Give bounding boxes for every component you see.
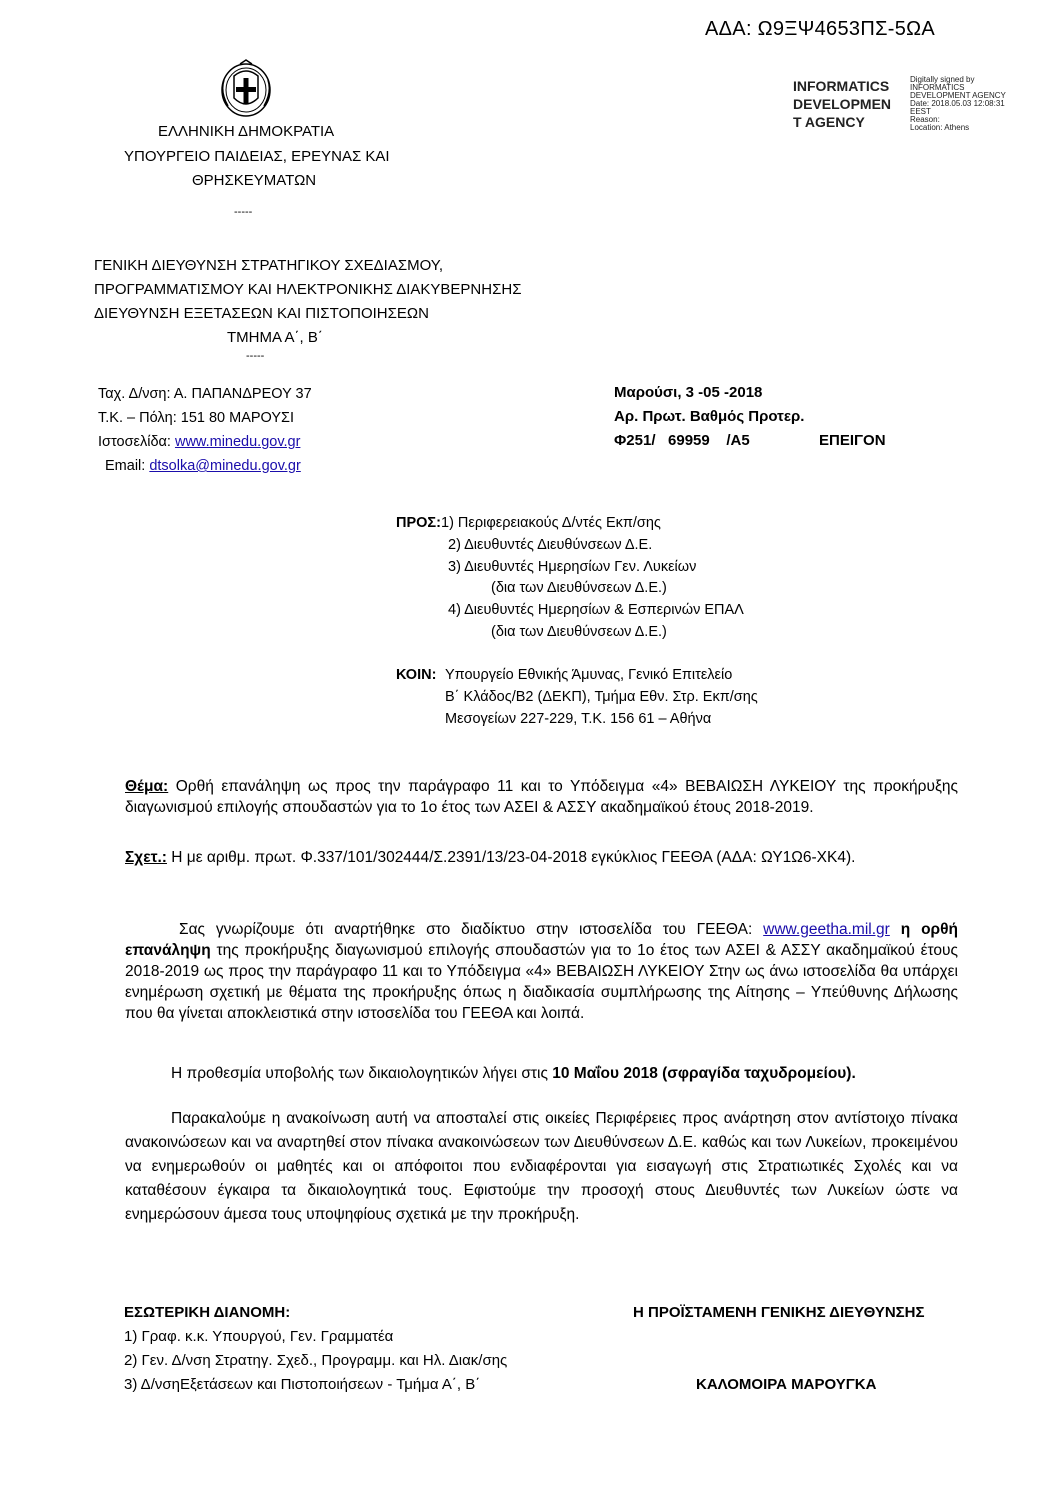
separator: -----	[234, 206, 253, 218]
general-directorate-line2: ΠΡΟΓΡΑΜΜΑΤΙΣΜΟΥ ΚΑΙ ΗΛΕΚΤΡΟΝΙΚΗΣ ΔΙΑΚΥΒΕΡΝΗΣΗΣ	[94, 281, 522, 298]
signature-name-line: DEVELOPMEN	[793, 96, 892, 112]
relative-text: Η με αριθμ. πρωτ. Φ.337/101/302444/Σ.2391/13/23-04-2018 εγκύκλιος ΓΕΕΘΑ (ΑΔΑ: ΩΥ1Ω6-ΧΚ4).	[171, 849, 856, 866]
body-paragraph-1	[125, 919, 958, 1024]
greek-coat-of-arms-icon	[218, 58, 274, 118]
distribution-label: ΕΣΩΤΕΡΙΚΗ ΔΙΑΝΟΜΗ:	[124, 1304, 291, 1321]
ministry-line2: ΘΡΗΣΚΕΥΜΑΤΩΝ	[192, 172, 317, 189]
signature-detail-line: DEVELOPMENT AGENCY	[910, 91, 1006, 100]
signature-detail-line: Digitally signed by	[910, 75, 975, 84]
department-name: ΤΜΗΜΑ Α΄, Β΄	[227, 329, 323, 346]
signature-detail-line: Date: 2018.05.03 12:08:31	[910, 99, 1005, 108]
deadline-bold: 10 Μαΐου 2018 (σφραγίδα ταχυδρομείου).	[552, 1065, 856, 1082]
cc-label: ΚΟΙΝ:	[396, 667, 437, 683]
cc-item: Υπουργείο Εθνικής Άμυνας, Γενικό Επιτελείο	[445, 667, 733, 683]
recipient-item: 3) Διευθυντές Ημερησίων Γεν. Λυκείων	[448, 559, 697, 575]
separator: -----	[246, 350, 265, 362]
p1-intro: Σας γνωρίζουμε ότι αναρτήθηκε στο διαδίκτυο στην ιστοσελίδα του ΓΕΕΘΑ:	[179, 921, 753, 938]
subject-paragraph	[125, 776, 958, 818]
subject-text: Ορθή επανάληψη ως προς την παράγραφο 11 και το Υπόδειγμα «4» ΒΕΒΑΙΩΣΗ ΛΥΚΕΙΟΥ της προκήρυξης διαγωνισμού επιλογής σπουδαστών για το 1ο έτος των ΑΣΕΙ & ΑΣΣΥ ακαδημαϊκού έτους 2018-2019.	[125, 778, 958, 816]
cc-item: Μεσογείων 227-229, Τ.Κ. 156 61 – Αθήνα	[445, 711, 712, 727]
postal-value: 151 80 ΜΑΡΟΥΣΙ	[180, 410, 295, 426]
recipient-item: 2) Διευθυντές Διευθύνσεων Δ.Ε.	[448, 537, 653, 553]
recipient-item: 1) Περιφερειακούς Δ/ντές Εκπ/σης	[441, 515, 661, 531]
distribution-item: 1) Γραφ. κ.κ. Υπουργού, Γεν. Γραμματέα	[124, 1328, 394, 1345]
ada-code: ΑΔΑ: Ω9ΞΨ4653ΠΣ-5ΩΑ	[705, 18, 936, 40]
ministry-line1: ΥΠΟΥΡΓΕΙΟ ΠΑΙΔΕΙΑΣ, ΕΡΕΥΝΑΣ ΚΑΙ	[124, 148, 390, 165]
protocol-label: Αρ. Πρωτ. Βαθμός Προτερ.	[614, 408, 805, 425]
subject-label: Θέμα:	[125, 778, 169, 795]
signature-agency	[793, 77, 891, 131]
p1-rest: της προκήρυξης διαγωνισμού επιλογής σπουδαστών για το 1ο έτος των ΑΣΕΙ & ΑΣΣΥ ακαδημαϊκού έτους 2018-2019 ως προς την παράγραφο 11 και το Υπόδειγμα «4» ΒΕΒΑΙΩΣΗ ΛΥΚΕΙΟΥ Στην ως άνω ιστοσελίδα θα υπάρχει ενημέρωση σχετική με θέματα της προκήρυξης όπως η διαδικασία συμπλήρωσης της Αίτησης – Υπεύθυνης Δήλωσης που θα γίνεται αποκλειστικά στην ιστοσελίδα του ΓΕΕΘΑ και λοιπά.	[125, 942, 958, 1022]
geetha-link[interactable]: www.geetha.mil.gr	[763, 921, 890, 938]
signature-detail-line: INFORMATICS	[910, 83, 965, 92]
place-date: Μαρούσι, 3 -05 -2018	[614, 384, 763, 401]
signature-detail-line: EEST	[910, 107, 931, 116]
p2-text: Η προθεσμία υποβολής των δικαιολογητικών λήγει στις	[171, 1065, 548, 1082]
recipient-item: 4) Διευθυντές Ημερησίων & Εσπερινών ΕΠΑΛ	[448, 602, 744, 618]
address-value: Α. ΠΑΠΑΝΔΡΕΟΥ 37	[173, 386, 312, 402]
republic-name: ΕΛΛΗΝΙΚΗ ΔΗΜΟΚΡΑΤΙΑ	[158, 123, 335, 140]
address-row	[98, 386, 312, 402]
signature-name-line: INFORMATICS	[793, 78, 890, 94]
distribution-item: 3) Δ/νσηΕξετάσεων και Πιστοποιήσεων - Τμήμα Α΄, Β΄	[124, 1376, 481, 1393]
signature-name-line: T AGENCY	[793, 114, 865, 130]
p1-bold: η ορθή επανάληψη	[125, 921, 958, 959]
signatory-name: ΚΑΛΟΜΟΙΡΑ ΜΑΡΟΥΓΚΑ	[696, 1376, 877, 1393]
signature-detail-line: Location: Athens	[910, 123, 970, 132]
signature-details	[910, 76, 1006, 132]
general-directorate-line1: ΓΕΝΙΚΗ ΔΙΕΥΘΥΝΣΗ ΣΤΡΑΤΗΓΙΚΟΥ ΣΧΕΔΙΑΣΜΟΥ,	[94, 257, 444, 274]
website-row	[98, 434, 300, 450]
website-label: Ιστοσελίδα:	[98, 434, 171, 450]
recipient-item: (δια των Διευθύνσεων Δ.Ε.)	[491, 580, 667, 596]
signatory-title: Η ΠΡΟΪΣΤΑΜΕΝΗ ΓΕΝΙΚΗΣ ΔΙΕΥΘΥΝΣΗΣ	[633, 1304, 925, 1321]
email-label: Email:	[105, 458, 146, 474]
email-row	[105, 458, 301, 474]
priority-label: ΕΠΕΙΓΟΝ	[819, 432, 886, 449]
directorate-name: ΔΙΕΥΘΥΝΣΗ ΕΞΕΤΑΣΕΩΝ ΚΑΙ ΠΙΣΤΟΠΟΙΗΣΕΩΝ	[94, 305, 429, 322]
body-paragraph-2	[125, 1063, 958, 1084]
protocol-number: Φ251/ 69959 /Α5	[614, 432, 750, 449]
relative-label: Σχετ.:	[125, 849, 167, 866]
postal-row	[98, 410, 294, 426]
recipient-item: (δια των Διευθύνσεων Δ.Ε.)	[491, 624, 667, 640]
website-link[interactable]: www.minedu.gov.gr	[174, 434, 301, 450]
cc-item: Β΄ Κλάδος/Β2 (ΔΕΚΠ), Τμήμα Εθν. Στρ. Εκπ/σης	[445, 689, 758, 705]
signature-detail-line: Reason:	[910, 115, 940, 124]
postal-label: Τ.Κ. – Πόλη:	[98, 410, 177, 426]
body-paragraph-3: Παρακαλούμε η ανακοίνωση αυτή να αποσταλεί στις οικείες Περιφέρειες προς ανάρτηση στον αντίστοιχο πίνακα ανακοινώσεων και να αναρτηθεί στον πίνακα ανακοινώσεων των Διευθύνσεων Δ.Ε. καθώς και των Λυκείων, προκειμένου να ενημερωθούν οι μαθητές και οι απόφοιτοι που ενδιαφέρονται για εισαγωγή στις Στρατιωτικές Σχολές και να καταθέσουν έγκαιρα τα δικαιολογητικά τους. Εφιστούμε την προσοχή στους Διευθυντές των Λυκείων ώστε να ενημερώσουν άμεσα τους υποψηφίους σχετικά με την προκήρυξη.	[125, 1110, 958, 1223]
relative-paragraph	[125, 847, 958, 868]
to-label: ΠΡΟΣ:	[396, 515, 441, 531]
email-link[interactable]: dtsolka@minedu.gov.gr	[149, 458, 301, 474]
distribution-item: 2) Γεν. Δ/νση Στρατηγ. Σχεδ., Προγραμμ. και Ηλ. Διακ/σης	[124, 1352, 508, 1369]
address-label: Ταχ. Δ/νση:	[98, 386, 171, 402]
